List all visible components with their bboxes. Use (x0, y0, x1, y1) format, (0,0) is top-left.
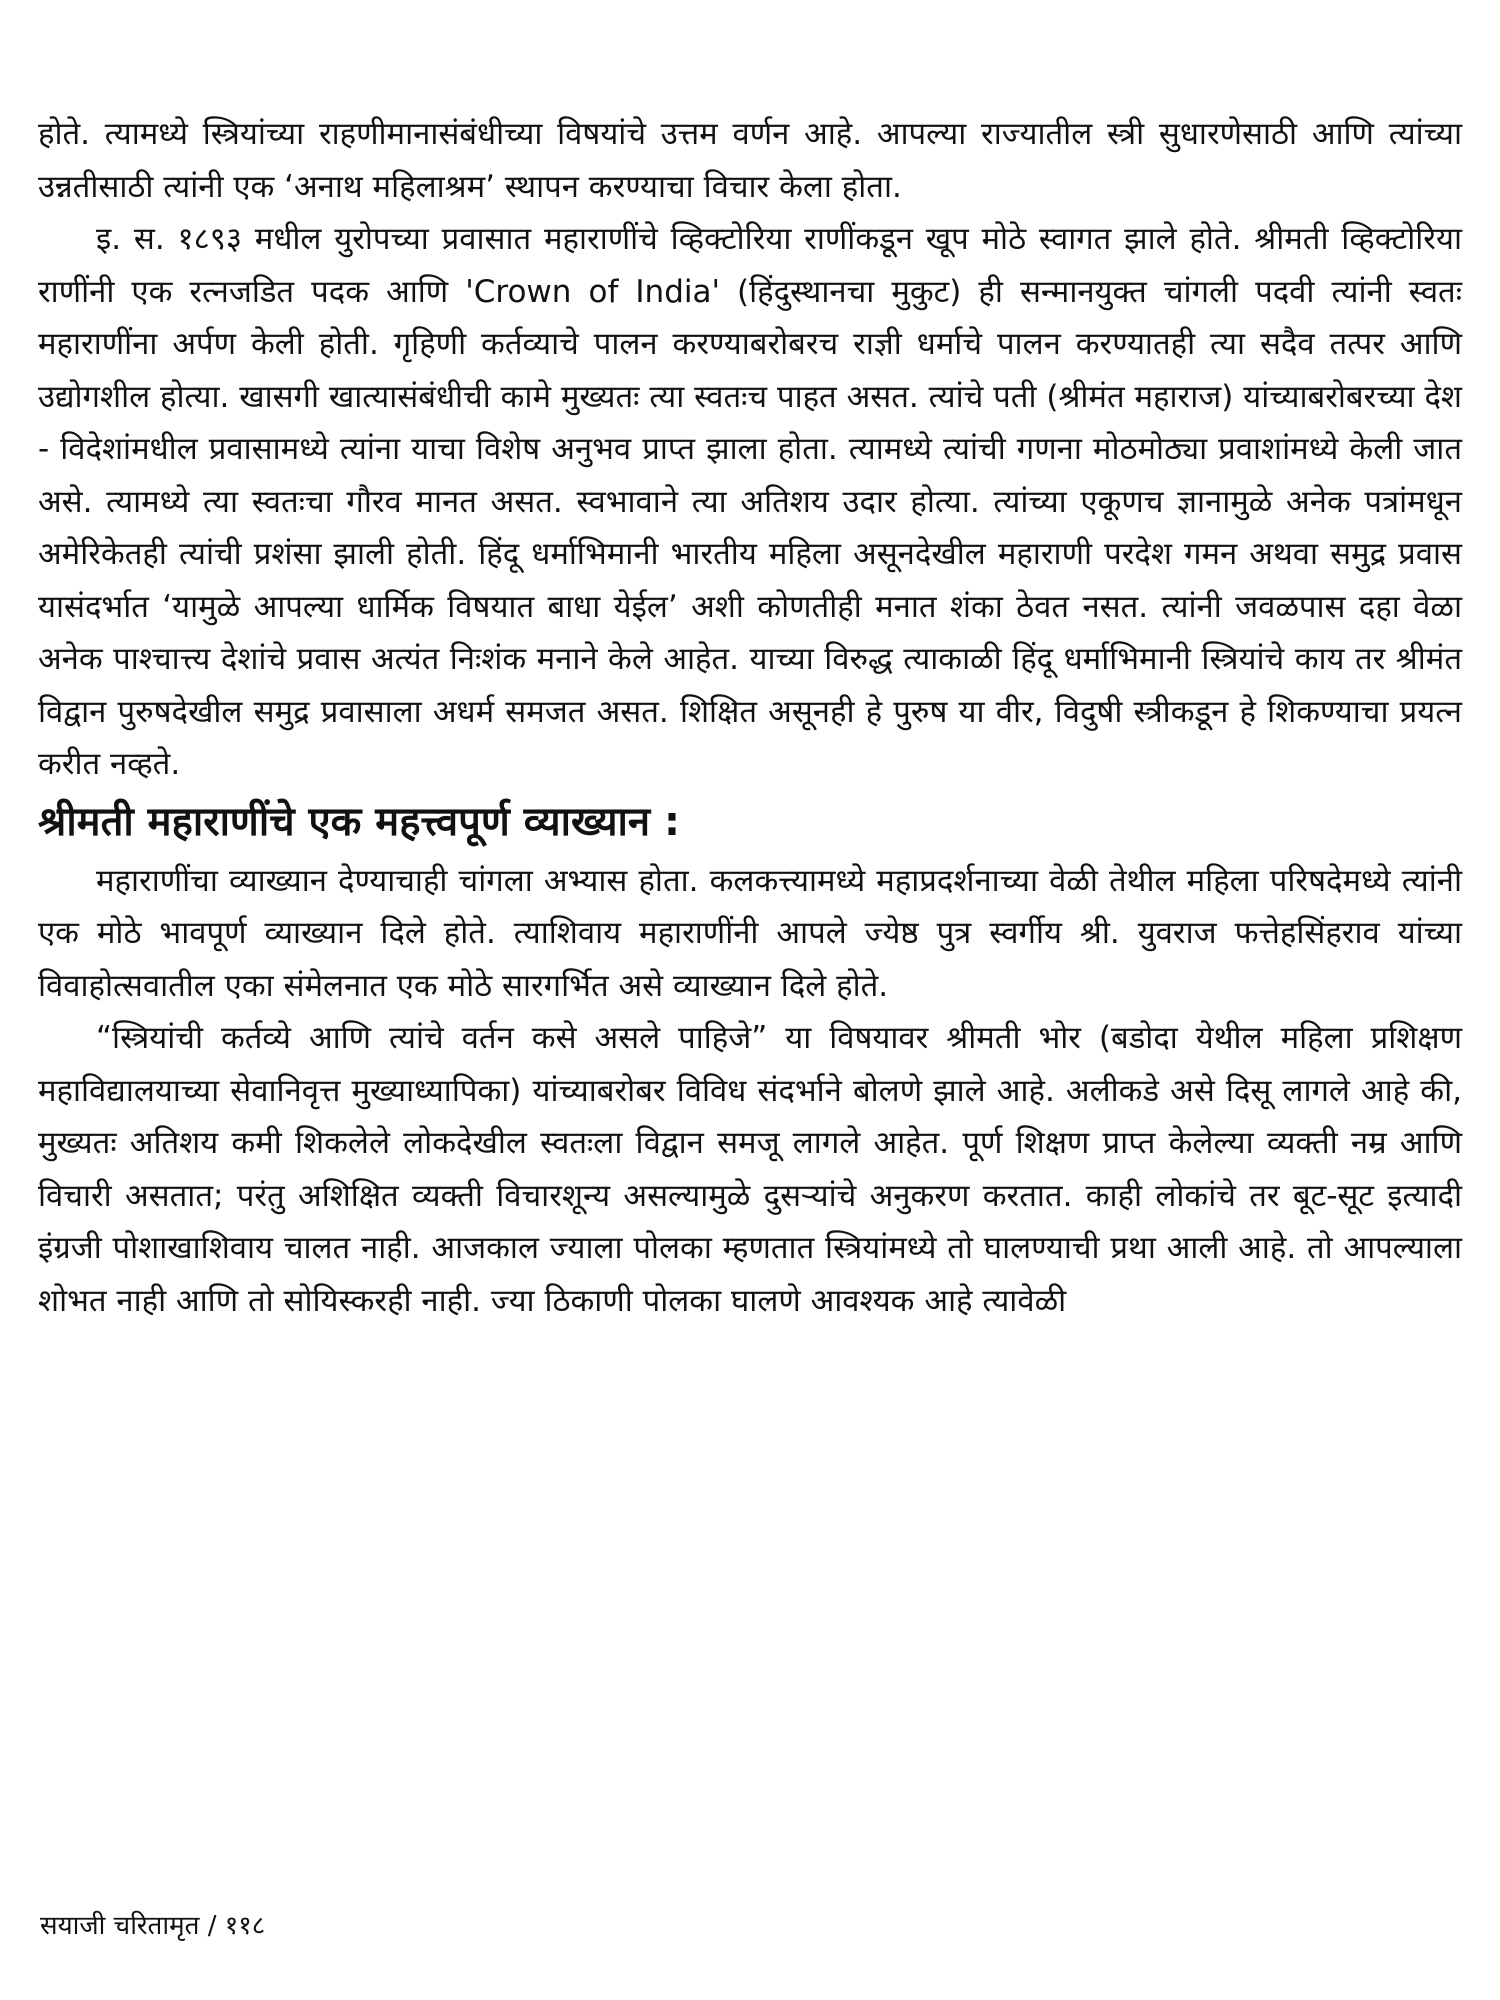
paragraph-europe-tour: इ. स. १८९३ मधील युरोपच्या प्रवासात महाराणींचे व्हिक्टोरिया राणींकडून खूप मोठे स्वागत झाले होते. श्रीमती व्हिक्टोरिया राणींनी एक रत्नजडित पदक आणि 'Crown of India' (हिंदुस्थानचा मुकुट) ही सन्मानयुक्त चांगली पदवी त्यांनी स्वतः महाराणींना अर्पण केली होती. गृहिणी कर्तव्याचे पालन करण्याबरोबरच राज्ञी धर्माचे पालन करण्यातही त्या सदैव तत्पर आणि उद्योगशील होत्या. खासगी खात्यासंबंधीची कामे मुख्यतः त्या स्वतःच पाहत असत. त्यांचे पती (श्रीमंत महाराज) यांच्याबरोबरच्या देश - विदेशांमधील प्रवासामध्ये त्यांना याचा विशेष अनुभव प्राप्त झाला होता. त्यामध्ये त्यांची गणना मोठमोठ्या प्रवाशांमध्ये केली जात असे. त्यामध्ये त्या स्वतःचा गौरव मानत असत. स्वभावाने त्या अतिशय उदार होत्या. त्यांच्या एकूणच ज्ञानामुळे अनेक पत्रांमधून अमेरिकेतही त्यांची प्रशंसा झाली होती. हिंदू धर्माभिमानी भारतीय महिला असूनदेखील महाराणी परदेश गमन अथवा समुद्र प्रवास यासंदर्भात ‘यामुळे आपल्या धार्मिक विषयात बाधा येईल’ अशी कोणतीही मनात शंका ठेवत नसत. त्यांनी जवळपास दहा वेळा अनेक पाश्चात्त्य देशांचे प्रवास अत्यंत निःशंक मनाने केले आहेत. याच्या विरुद्ध त्याकाळी हिंदू धर्माभिमानी स्त्रियांचे काय तर श्रीमंत विद्वान पुरुषदेखील समुद्र प्रवासाला अधर्म समजत असत. शिक्षित असूनही हे पुरुष या वीर, विदुषी स्त्रीकडून हे शिकण्याचा प्रयत्न करीत नव्हते. (38, 221, 1462, 782)
section-heading: श्रीमती महाराणींचे एक महत्त्वपूर्ण व्याख्यान : (38, 798, 681, 845)
paragraph-lecture-practice: महाराणींचा व्याख्यान देण्याचाही चांगला अभ्यास होता. कलकत्त्यामध्ये महाप्रदर्शनाच्या वेळी तेथील महिला परिषदेमध्ये त्यांनी एक मोठे भावपूर्ण व्याख्यान दिले होते. त्याशिवाय महाराणींनी आपले ज्येष्ठ पुत्र स्वर्गीय श्री. युवराज फत्तेहसिंहराव यांच्या विवाहोत्सवातील एका संमेलनात एक मोठे सारगर्भित असे व्याख्यान दिले होते. (38, 862, 1462, 1004)
paragraph-womens-duties: “स्त्रियांची कर्तव्ये आणि त्यांचे वर्तन कसे असले पाहिजे” या विषयावर श्रीमती भोर (बडोदा येथील महिला प्रशिक्षण महाविद्यालयाच्या सेवानिवृत्त मुख्याध्यापिका) यांच्याबरोबर विविध संदर्भाने बोलणे झाले आहे. अलीकडे असे दिसू लागले आहे की, मुख्यतः अतिशय कमी शिकलेले लोकदेखील स्वतःला विद्वान समजू लागले आहेत. पूर्ण शिक्षण प्राप्त केलेल्या व्यक्ती नम्र आणि विचारी असतात; परंतु अशिक्षित व्यक्ती विचारशून्य असल्यामुळे दुसऱ्यांचे अनुकरण करतात. काही लोकांचे तर बूट-सूट इत्यादी इंग्रजी पोशाखाशिवाय चालत नाही. आजकाल ज्याला पोलका म्हणतात स्त्रियांमध्ये तो घालण्याची प्रथा आली आहे. तो आपल्याला शोभत नाही आणि तो सोयिस्करही नाही. ज्या ठिकाणी पोलका घालणे आवश्यक आहे त्यावेळी (38, 1020, 1462, 1319)
paragraph-continuation: होते. त्यामध्ये स्त्रियांच्या राहणीमानासंबंधीच्या विषयांचे उत्तम वर्णन आहे. आपल्या राज्यातील स्त्री सुधारणेसाठी आणि त्यांच्या उन्नतीसाठी त्यांनी एक ‘अनाथ महिलाश्रम’ स्थापन करण्याचा विचार केला होता. (38, 116, 1462, 205)
page-footer: सयाजी चरितामृत / ११८ (40, 1911, 266, 1941)
page-body (38, 108, 1462, 1327)
